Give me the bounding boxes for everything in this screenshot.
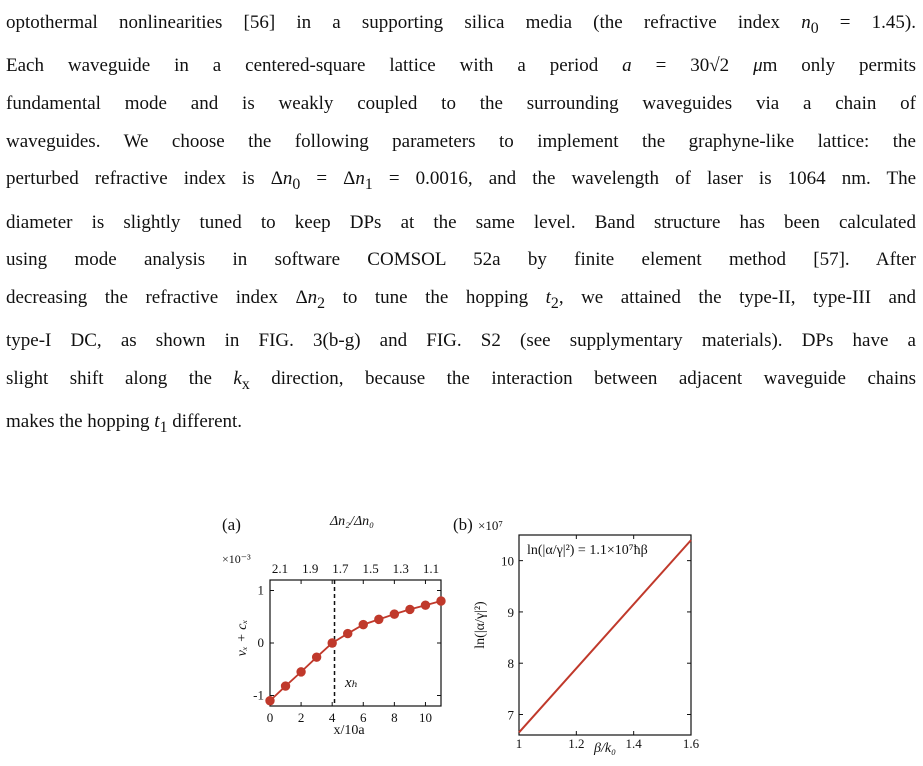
panel-b-y-exponent: ×10⁷ — [478, 518, 503, 533]
text-line: slight shift along the $k_x$ direction, because the interaction between adjacent waveguide chains — [6, 367, 916, 393]
top-axis-tick-label: 1.9 — [302, 561, 319, 576]
text-line: fundamental mode and is weakly coupled to the surrounding waveguides via a chain of — [6, 92, 916, 114]
top-axis-tick-label: 1.3 — [392, 561, 409, 576]
data-point — [312, 653, 320, 661]
x-tick-label: 1.2 — [568, 736, 585, 751]
top-axis-tick-label: 1.7 — [332, 561, 349, 576]
panel-a-ylabel: vₓ + cₓ — [235, 619, 250, 657]
text-line: makes the hopping $t_1$ different. — [6, 411, 243, 436]
panel-a-annotation-xh: xₕ — [345, 675, 359, 691]
x-tick-label: 10 — [418, 710, 432, 725]
y-tick-label: -1 — [253, 687, 264, 703]
text-line: diameter is slightly tuned to keep DPs at the same level. Band structure has been calculated — [6, 211, 916, 233]
panel-a-label: (a) — [222, 515, 241, 534]
data-point — [266, 697, 274, 705]
data-point — [359, 620, 367, 628]
y-tick-label: 7 — [507, 707, 514, 723]
panel-b-ylabel: ln(|α/γ|²) — [473, 601, 488, 649]
data-point — [437, 597, 445, 605]
y-tick-label: 8 — [507, 656, 514, 672]
y-tick-label: 9 — [507, 604, 514, 620]
panel-b-xlabel: β/k₀ — [594, 741, 616, 756]
text-line: using mode analysis in software COMSOL 52a by finite element method [57]. After — [6, 249, 916, 271]
x-tick-label: 8 — [391, 710, 398, 725]
panel-a — [222, 514, 445, 738]
panel-b-label: (b) — [453, 515, 473, 534]
data-point — [328, 639, 336, 647]
text-line: Each waveguide in a centered-square lattice with a period a = 30√2 μm only permits — [6, 55, 916, 77]
x-tick-label: 1.6 — [682, 736, 700, 751]
text-line: waveguides. We choose the following parameters to implement the graphyne-like lattice: the — [6, 130, 916, 152]
data-point — [297, 668, 305, 676]
series-line — [519, 540, 691, 732]
y-tick-label: 0 — [257, 635, 264, 650]
x-tick-label: 0 — [266, 710, 274, 725]
panel-b-formula: ln(|α/γ|²) = 1.1×10⁷ħβ — [527, 543, 648, 558]
data-point — [390, 610, 398, 618]
panel-a-xlabel: x/10a — [333, 723, 365, 738]
x-tick-label: 1 — [515, 736, 523, 751]
data-point — [281, 682, 289, 690]
text-line: perturbed refractive index is $\Delta n_0 = \Delta n_1 = 0.0016$, and the wavelength of laser is 1064 nm. The — [6, 168, 917, 193]
top-axis-tick-label: 1.5 — [362, 561, 379, 576]
y-tick-label: 10 — [501, 553, 514, 569]
x-tick-label: 1.4 — [625, 736, 642, 751]
top-axis-tick-label: 1.1 — [422, 561, 440, 576]
data-point — [375, 615, 383, 623]
data-point — [344, 629, 352, 637]
x-tick-label: 2 — [297, 710, 305, 725]
panel-a-top-axis-title: Δn₂/Δn₀ — [329, 514, 375, 529]
x-tick-label: 6 — [360, 710, 367, 725]
data-point — [421, 601, 429, 609]
panel-a-y-exponent: ×10⁻³ — [222, 552, 251, 566]
y-tick-label: 1 — [257, 582, 264, 598]
text-line: decreasing the refractive index $\Delta n_2$ to tune the hopping $t_2$, we attained the type-II, type-III and — [6, 286, 916, 312]
data-point — [406, 605, 414, 613]
text-line: type-I DC, as shown in FIG. 3(b-g) and FIG. S2 (see supplymentary materials). DPs have a — [6, 330, 916, 352]
panel-b — [453, 515, 700, 756]
text-line: optothermal nonlinearities [56] in a supporting silica media (the refractive index $n_0 = 1.45$). — [6, 12, 916, 37]
x-tick-label: 4 — [328, 710, 336, 725]
top-axis-tick-label: 2.1 — [271, 561, 289, 576]
